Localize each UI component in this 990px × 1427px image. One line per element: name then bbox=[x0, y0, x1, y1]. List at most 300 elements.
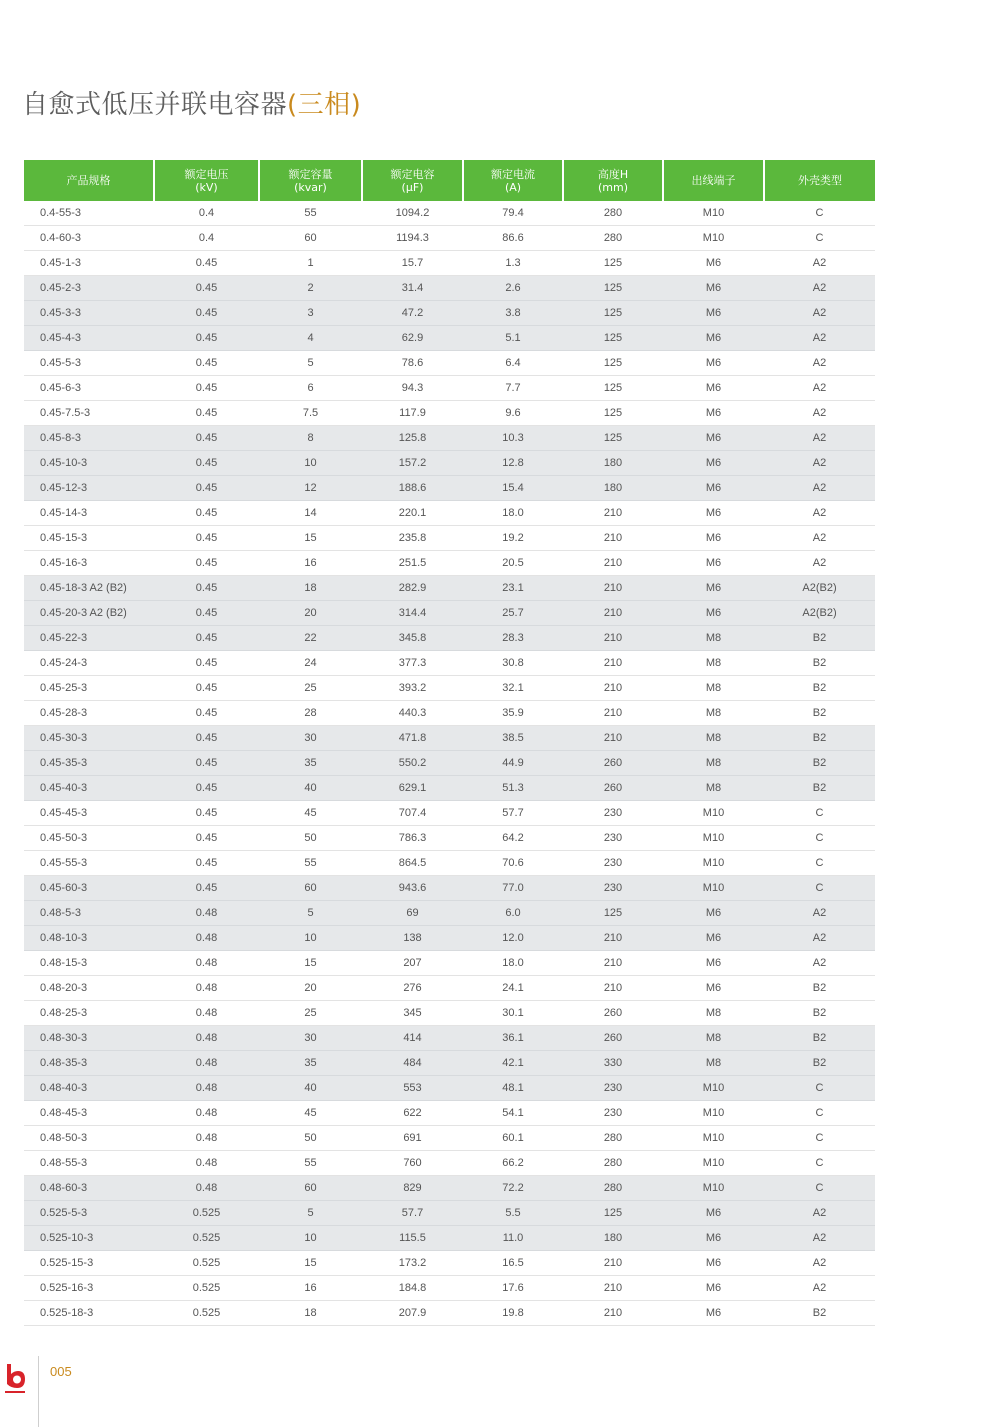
cell-terminal: M10 bbox=[663, 1076, 764, 1101]
cell-capacity: 10 bbox=[259, 1226, 362, 1251]
cell-capacity: 12 bbox=[259, 476, 362, 501]
cell-capacity: 60 bbox=[259, 226, 362, 251]
table-row bbox=[24, 476, 875, 501]
table-row bbox=[24, 401, 875, 426]
cell-case-type: A2 bbox=[764, 376, 875, 401]
cell-voltage: 0.45 bbox=[154, 301, 259, 326]
cell-case-type: A2 bbox=[764, 1251, 875, 1276]
header-terminal: 出线端子 bbox=[663, 160, 764, 201]
cell-height: 125 bbox=[563, 901, 663, 926]
cell-spec: 0.48-50-3 bbox=[24, 1126, 154, 1151]
cell-current: 18.0 bbox=[463, 501, 563, 526]
cell-voltage: 0.48 bbox=[154, 901, 259, 926]
cell-voltage: 0.45 bbox=[154, 801, 259, 826]
table-row bbox=[24, 1051, 875, 1076]
cell-height: 280 bbox=[563, 1126, 663, 1151]
cell-terminal: M6 bbox=[663, 901, 764, 926]
cell-current: 38.5 bbox=[463, 726, 563, 751]
cell-terminal: M8 bbox=[663, 676, 764, 701]
cell-voltage: 0.45 bbox=[154, 526, 259, 551]
cell-case-type: A2 bbox=[764, 1226, 875, 1251]
cell-height: 210 bbox=[563, 1251, 663, 1276]
cell-capacitance: 276 bbox=[362, 976, 463, 1001]
cell-capacity: 55 bbox=[259, 851, 362, 876]
cell-capacity: 55 bbox=[259, 201, 362, 226]
cell-current: 19.2 bbox=[463, 526, 563, 551]
cell-height: 330 bbox=[563, 1051, 663, 1076]
cell-spec: 0.45-16-3 bbox=[24, 551, 154, 576]
cell-spec: 0.48-55-3 bbox=[24, 1151, 154, 1176]
cell-voltage: 0.45 bbox=[154, 551, 259, 576]
table-row bbox=[24, 1301, 875, 1326]
cell-case-type: B2 bbox=[764, 651, 875, 676]
cell-voltage: 0.45 bbox=[154, 351, 259, 376]
cell-spec: 0.48-35-3 bbox=[24, 1051, 154, 1076]
cell-case-type: C bbox=[764, 226, 875, 251]
cell-spec: 0.45-50-3 bbox=[24, 826, 154, 851]
table-row bbox=[24, 1026, 875, 1051]
cell-current: 60.1 bbox=[463, 1126, 563, 1151]
cell-height: 210 bbox=[563, 551, 663, 576]
cell-current: 1.3 bbox=[463, 251, 563, 276]
cell-terminal: M8 bbox=[663, 626, 764, 651]
cell-voltage: 0.48 bbox=[154, 951, 259, 976]
cell-capacity: 7.5 bbox=[259, 401, 362, 426]
cell-capacitance: 629.1 bbox=[362, 776, 463, 801]
cell-voltage: 0.45 bbox=[154, 626, 259, 651]
cell-capacity: 30 bbox=[259, 1026, 362, 1051]
cell-height: 230 bbox=[563, 801, 663, 826]
cell-capacity: 40 bbox=[259, 1076, 362, 1101]
cell-terminal: M6 bbox=[663, 326, 764, 351]
cell-spec: 0.525-16-3 bbox=[24, 1276, 154, 1301]
cell-current: 19.8 bbox=[463, 1301, 563, 1326]
cell-current: 66.2 bbox=[463, 1151, 563, 1176]
cell-case-type: C bbox=[764, 201, 875, 226]
cell-case-type: C bbox=[764, 1176, 875, 1201]
cell-current: 24.1 bbox=[463, 976, 563, 1001]
table-row bbox=[24, 351, 875, 376]
cell-capacitance: 157.2 bbox=[362, 451, 463, 476]
cell-current: 9.6 bbox=[463, 401, 563, 426]
cell-case-type: A2 bbox=[764, 1201, 875, 1226]
page-title bbox=[22, 84, 361, 121]
cell-spec: 0.48-5-3 bbox=[24, 901, 154, 926]
cell-capacity: 15 bbox=[259, 951, 362, 976]
cell-capacity: 28 bbox=[259, 701, 362, 726]
cell-capacitance: 471.8 bbox=[362, 726, 463, 751]
cell-terminal: M6 bbox=[663, 576, 764, 601]
cell-capacitance: 1194.3 bbox=[362, 226, 463, 251]
cell-case-type: B2 bbox=[764, 776, 875, 801]
table-row bbox=[24, 376, 875, 401]
cell-terminal: M8 bbox=[663, 751, 764, 776]
cell-voltage: 0.45 bbox=[154, 476, 259, 501]
cell-voltage: 0.45 bbox=[154, 376, 259, 401]
cell-capacitance: 622 bbox=[362, 1101, 463, 1126]
cell-spec: 0.48-25-3 bbox=[24, 1001, 154, 1026]
cell-capacity: 45 bbox=[259, 1101, 362, 1126]
cell-case-type: A2 bbox=[764, 526, 875, 551]
cell-capacitance: 207 bbox=[362, 951, 463, 976]
cell-capacity: 5 bbox=[259, 1201, 362, 1226]
cell-capacity: 22 bbox=[259, 626, 362, 651]
cell-capacitance: 125.8 bbox=[362, 426, 463, 451]
cell-capacitance: 440.3 bbox=[362, 701, 463, 726]
cell-current: 42.1 bbox=[463, 1051, 563, 1076]
cell-height: 125 bbox=[563, 1201, 663, 1226]
cell-capacity: 25 bbox=[259, 1001, 362, 1026]
cell-case-type: B2 bbox=[764, 1051, 875, 1076]
cell-voltage: 0.45 bbox=[154, 501, 259, 526]
cell-current: 5.1 bbox=[463, 326, 563, 351]
table-row bbox=[24, 501, 875, 526]
cell-spec: 0.45-25-3 bbox=[24, 676, 154, 701]
cell-spec: 0.45-7.5-3 bbox=[24, 401, 154, 426]
cell-case-type: B2 bbox=[764, 751, 875, 776]
cell-current: 6.4 bbox=[463, 351, 563, 376]
cell-spec: 0.48-40-3 bbox=[24, 1076, 154, 1101]
header-rated-voltage: 额定电压 (kV) bbox=[154, 160, 259, 201]
table-row bbox=[24, 1076, 875, 1101]
cell-case-type: C bbox=[764, 1101, 875, 1126]
cell-terminal: M6 bbox=[663, 1301, 764, 1326]
cell-height: 230 bbox=[563, 876, 663, 901]
cell-case-type: C bbox=[764, 826, 875, 851]
cell-height: 210 bbox=[563, 951, 663, 976]
cell-capacitance: 282.9 bbox=[362, 576, 463, 601]
cell-capacity: 3 bbox=[259, 301, 362, 326]
cell-capacitance: 345.8 bbox=[362, 626, 463, 651]
cell-spec: 0.48-60-3 bbox=[24, 1176, 154, 1201]
cell-terminal: M8 bbox=[663, 776, 764, 801]
cell-current: 3.8 bbox=[463, 301, 563, 326]
cell-voltage: 0.48 bbox=[154, 1151, 259, 1176]
cell-capacity: 60 bbox=[259, 876, 362, 901]
cell-spec: 0.45-40-3 bbox=[24, 776, 154, 801]
cell-capacitance: 173.2 bbox=[362, 1251, 463, 1276]
cell-case-type: C bbox=[764, 1076, 875, 1101]
cell-height: 210 bbox=[563, 651, 663, 676]
cell-case-type: B2 bbox=[764, 726, 875, 751]
cell-capacitance: 484 bbox=[362, 1051, 463, 1076]
cell-voltage: 0.48 bbox=[154, 1001, 259, 1026]
cell-capacity: 18 bbox=[259, 576, 362, 601]
table-row bbox=[24, 201, 875, 226]
cell-height: 210 bbox=[563, 526, 663, 551]
cell-case-type: B2 bbox=[764, 626, 875, 651]
cell-spec: 0.48-10-3 bbox=[24, 926, 154, 951]
cell-current: 25.7 bbox=[463, 601, 563, 626]
cell-case-type: A2 bbox=[764, 501, 875, 526]
cell-spec: 0.45-18-3 A2 (B2) bbox=[24, 576, 154, 601]
cell-current: 16.5 bbox=[463, 1251, 563, 1276]
cell-spec: 0.45-8-3 bbox=[24, 426, 154, 451]
cell-terminal: M6 bbox=[663, 551, 764, 576]
cell-current: 36.1 bbox=[463, 1026, 563, 1051]
cell-capacitance: 62.9 bbox=[362, 326, 463, 351]
cell-terminal: M6 bbox=[663, 251, 764, 276]
cell-height: 210 bbox=[563, 626, 663, 651]
cell-current: 70.6 bbox=[463, 851, 563, 876]
cell-height: 230 bbox=[563, 1076, 663, 1101]
cell-voltage: 0.525 bbox=[154, 1251, 259, 1276]
cell-height: 260 bbox=[563, 751, 663, 776]
cell-voltage: 0.45 bbox=[154, 651, 259, 676]
table-row bbox=[24, 676, 875, 701]
cell-terminal: M6 bbox=[663, 1201, 764, 1226]
cell-case-type: B2 bbox=[764, 1301, 875, 1326]
cell-height: 125 bbox=[563, 326, 663, 351]
cell-current: 11.0 bbox=[463, 1226, 563, 1251]
cell-capacity: 60 bbox=[259, 1176, 362, 1201]
cell-terminal: M10 bbox=[663, 826, 764, 851]
table-row bbox=[24, 276, 875, 301]
cell-spec: 0.45-45-3 bbox=[24, 801, 154, 826]
table-row bbox=[24, 601, 875, 626]
cell-spec: 0.45-2-3 bbox=[24, 276, 154, 301]
table-row bbox=[24, 1151, 875, 1176]
cell-capacitance: 1094.2 bbox=[362, 201, 463, 226]
cell-current: 32.1 bbox=[463, 676, 563, 701]
cell-height: 180 bbox=[563, 1226, 663, 1251]
cell-voltage: 0.525 bbox=[154, 1226, 259, 1251]
cell-capacitance: 377.3 bbox=[362, 651, 463, 676]
cell-capacity: 10 bbox=[259, 926, 362, 951]
cell-current: 5.5 bbox=[463, 1201, 563, 1226]
cell-spec: 0.45-6-3 bbox=[24, 376, 154, 401]
cell-terminal: M8 bbox=[663, 726, 764, 751]
cell-capacity: 55 bbox=[259, 1151, 362, 1176]
cell-current: 86.6 bbox=[463, 226, 563, 251]
cell-capacity: 5 bbox=[259, 901, 362, 926]
cell-capacity: 16 bbox=[259, 551, 362, 576]
cell-spec: 0.525-5-3 bbox=[24, 1201, 154, 1226]
cell-spec: 0.48-15-3 bbox=[24, 951, 154, 976]
cell-voltage: 0.48 bbox=[154, 1076, 259, 1101]
cell-voltage: 0.48 bbox=[154, 976, 259, 1001]
cell-capacitance: 220.1 bbox=[362, 501, 463, 526]
cell-capacitance: 57.7 bbox=[362, 1201, 463, 1226]
cell-terminal: M6 bbox=[663, 526, 764, 551]
cell-terminal: M8 bbox=[663, 701, 764, 726]
cell-height: 230 bbox=[563, 1101, 663, 1126]
cell-capacitance: 414 bbox=[362, 1026, 463, 1051]
cell-voltage: 0.48 bbox=[154, 1026, 259, 1051]
cell-height: 260 bbox=[563, 1026, 663, 1051]
cell-capacity: 5 bbox=[259, 351, 362, 376]
cell-height: 125 bbox=[563, 251, 663, 276]
cell-voltage: 0.45 bbox=[154, 776, 259, 801]
cell-case-type: B2 bbox=[764, 1001, 875, 1026]
spec-table bbox=[24, 160, 875, 1326]
cell-capacitance: 707.4 bbox=[362, 801, 463, 826]
cell-capacitance: 553 bbox=[362, 1076, 463, 1101]
cell-capacitance: 393.2 bbox=[362, 676, 463, 701]
table-row bbox=[24, 1226, 875, 1251]
cell-terminal: M6 bbox=[663, 401, 764, 426]
cell-current: 57.7 bbox=[463, 801, 563, 826]
cell-voltage: 0.45 bbox=[154, 676, 259, 701]
cell-current: 28.3 bbox=[463, 626, 563, 651]
cell-height: 280 bbox=[563, 1151, 663, 1176]
cell-case-type: A2 bbox=[764, 276, 875, 301]
cell-case-type: A2(B2) bbox=[764, 601, 875, 626]
cell-capacitance: 251.5 bbox=[362, 551, 463, 576]
cell-spec: 0.45-15-3 bbox=[24, 526, 154, 551]
cell-voltage: 0.48 bbox=[154, 1126, 259, 1151]
cell-height: 210 bbox=[563, 1301, 663, 1326]
cell-terminal: M8 bbox=[663, 1001, 764, 1026]
cell-spec: 0.48-45-3 bbox=[24, 1101, 154, 1126]
header-case-type: 外壳类型 bbox=[764, 160, 875, 201]
cell-capacitance: 314.4 bbox=[362, 601, 463, 626]
table-row bbox=[24, 776, 875, 801]
cell-voltage: 0.4 bbox=[154, 226, 259, 251]
cell-terminal: M10 bbox=[663, 1151, 764, 1176]
spec-table-container bbox=[24, 160, 875, 1326]
cell-spec: 0.45-60-3 bbox=[24, 876, 154, 901]
cell-voltage: 0.45 bbox=[154, 851, 259, 876]
cell-capacity: 16 bbox=[259, 1276, 362, 1301]
cell-voltage: 0.525 bbox=[154, 1301, 259, 1326]
table-row bbox=[24, 1126, 875, 1151]
cell-terminal: M6 bbox=[663, 426, 764, 451]
cell-current: 30.1 bbox=[463, 1001, 563, 1026]
cell-voltage: 0.45 bbox=[154, 726, 259, 751]
cell-spec: 0.45-12-3 bbox=[24, 476, 154, 501]
cell-capacity: 24 bbox=[259, 651, 362, 676]
cell-case-type: A2 bbox=[764, 426, 875, 451]
cell-height: 280 bbox=[563, 1176, 663, 1201]
table-row bbox=[24, 1101, 875, 1126]
cell-terminal: M6 bbox=[663, 351, 764, 376]
cell-current: 30.8 bbox=[463, 651, 563, 676]
cell-spec: 0.45-1-3 bbox=[24, 251, 154, 276]
cell-terminal: M6 bbox=[663, 376, 764, 401]
cell-spec: 0.525-15-3 bbox=[24, 1251, 154, 1276]
table-row bbox=[24, 826, 875, 851]
cell-case-type: B2 bbox=[764, 701, 875, 726]
cell-capacity: 14 bbox=[259, 501, 362, 526]
table-row bbox=[24, 326, 875, 351]
cell-capacity: 1 bbox=[259, 251, 362, 276]
cell-terminal: M10 bbox=[663, 226, 764, 251]
table-row bbox=[24, 551, 875, 576]
cell-capacity: 15 bbox=[259, 526, 362, 551]
cell-capacity: 30 bbox=[259, 726, 362, 751]
cell-terminal: M6 bbox=[663, 1276, 764, 1301]
cell-current: 12.8 bbox=[463, 451, 563, 476]
table-row bbox=[24, 576, 875, 601]
cell-height: 125 bbox=[563, 276, 663, 301]
cell-capacity: 35 bbox=[259, 751, 362, 776]
table-row bbox=[24, 226, 875, 251]
cell-capacity: 2 bbox=[259, 276, 362, 301]
cell-terminal: M10 bbox=[663, 851, 764, 876]
cell-case-type: A2 bbox=[764, 476, 875, 501]
cell-capacity: 20 bbox=[259, 976, 362, 1001]
table-row bbox=[24, 751, 875, 776]
cell-terminal: M10 bbox=[663, 876, 764, 901]
cell-current: 17.6 bbox=[463, 1276, 563, 1301]
cell-current: 77.0 bbox=[463, 876, 563, 901]
cell-voltage: 0.48 bbox=[154, 1101, 259, 1126]
cell-capacitance: 691 bbox=[362, 1126, 463, 1151]
cell-capacitance: 829 bbox=[362, 1176, 463, 1201]
table-row bbox=[24, 976, 875, 1001]
cell-capacitance: 345 bbox=[362, 1001, 463, 1026]
cell-capacity: 4 bbox=[259, 326, 362, 351]
cell-case-type: A2 bbox=[764, 551, 875, 576]
cell-voltage: 0.45 bbox=[154, 251, 259, 276]
cell-case-type: A2 bbox=[764, 451, 875, 476]
table-row bbox=[24, 801, 875, 826]
cell-capacitance: 207.9 bbox=[362, 1301, 463, 1326]
brand-logo-icon bbox=[2, 1362, 28, 1396]
cell-case-type: C bbox=[764, 1126, 875, 1151]
cell-capacitance: 94.3 bbox=[362, 376, 463, 401]
cell-spec: 0.525-18-3 bbox=[24, 1301, 154, 1326]
cell-capacitance: 78.6 bbox=[362, 351, 463, 376]
cell-current: 48.1 bbox=[463, 1076, 563, 1101]
cell-height: 125 bbox=[563, 351, 663, 376]
cell-terminal: M6 bbox=[663, 301, 764, 326]
cell-case-type: A2 bbox=[764, 401, 875, 426]
table-row bbox=[24, 451, 875, 476]
cell-current: 23.1 bbox=[463, 576, 563, 601]
cell-terminal: M6 bbox=[663, 501, 764, 526]
table-row bbox=[24, 901, 875, 926]
cell-terminal: M8 bbox=[663, 1051, 764, 1076]
cell-case-type: C bbox=[764, 851, 875, 876]
cell-voltage: 0.48 bbox=[154, 1176, 259, 1201]
cell-height: 125 bbox=[563, 426, 663, 451]
cell-spec: 0.45-5-3 bbox=[24, 351, 154, 376]
cell-height: 125 bbox=[563, 376, 663, 401]
cell-height: 230 bbox=[563, 851, 663, 876]
cell-voltage: 0.4 bbox=[154, 201, 259, 226]
cell-spec: 0.45-24-3 bbox=[24, 651, 154, 676]
cell-current: 72.2 bbox=[463, 1176, 563, 1201]
cell-terminal: M6 bbox=[663, 476, 764, 501]
table-row bbox=[24, 526, 875, 551]
cell-voltage: 0.45 bbox=[154, 876, 259, 901]
cell-spec: 0.45-4-3 bbox=[24, 326, 154, 351]
cell-capacitance: 184.8 bbox=[362, 1276, 463, 1301]
table-row bbox=[24, 951, 875, 976]
cell-height: 260 bbox=[563, 776, 663, 801]
cell-height: 125 bbox=[563, 301, 663, 326]
cell-height: 260 bbox=[563, 1001, 663, 1026]
cell-spec: 0.45-3-3 bbox=[24, 301, 154, 326]
table-row bbox=[24, 251, 875, 276]
cell-height: 210 bbox=[563, 976, 663, 1001]
cell-terminal: M8 bbox=[663, 1026, 764, 1051]
cell-capacitance: 115.5 bbox=[362, 1226, 463, 1251]
cell-voltage: 0.45 bbox=[154, 701, 259, 726]
cell-capacity: 8 bbox=[259, 426, 362, 451]
cell-current: 6.0 bbox=[463, 901, 563, 926]
cell-capacitance: 864.5 bbox=[362, 851, 463, 876]
cell-terminal: M10 bbox=[663, 201, 764, 226]
cell-voltage: 0.45 bbox=[154, 576, 259, 601]
cell-case-type: B2 bbox=[764, 1026, 875, 1051]
cell-capacitance: 15.7 bbox=[362, 251, 463, 276]
cell-current: 35.9 bbox=[463, 701, 563, 726]
table-header-row bbox=[24, 160, 875, 201]
cell-spec: 0.45-14-3 bbox=[24, 501, 154, 526]
